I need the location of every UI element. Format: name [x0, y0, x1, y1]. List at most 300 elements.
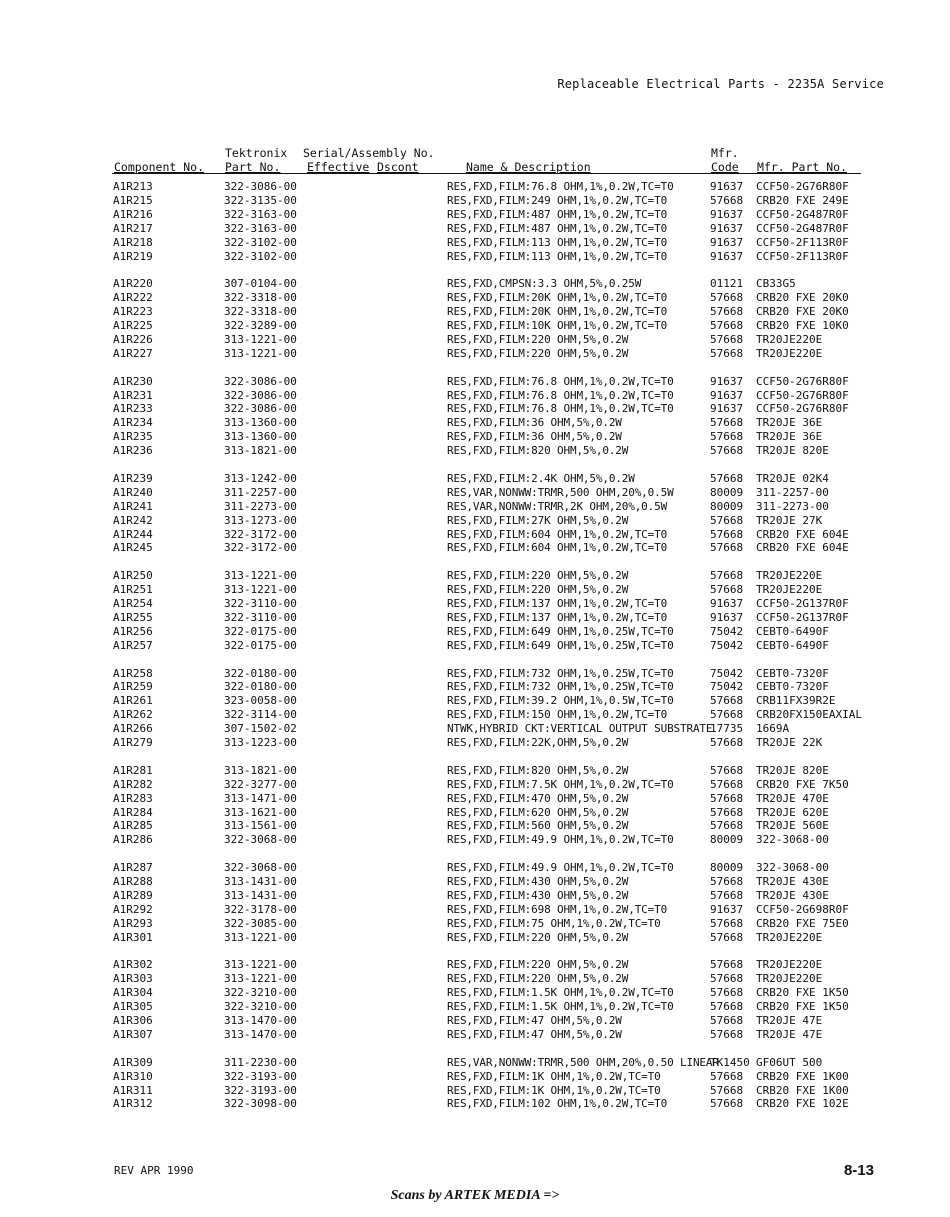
- tektronix-part-number: 322-3086-00: [224, 180, 297, 193]
- tektronix-part-number: 313-1561-00: [224, 819, 297, 833]
- mfr-part-number: TR20JE 430E: [756, 888, 829, 902]
- mfr-code: 75042: [710, 624, 744, 638]
- col-tek-part: Part No.: [225, 160, 281, 174]
- component-number: A1R235: [113, 430, 153, 444]
- table-row: [0, 958, 950, 972]
- tektronix-part-number: 313-1221-00: [224, 958, 297, 972]
- table-row: [0, 1028, 950, 1042]
- mfr-part-number: CB33G5: [756, 277, 796, 291]
- component-number: A1R281: [113, 763, 153, 777]
- mfr-code: 57668: [710, 193, 744, 207]
- mfr-part-number: TR20JE220E: [756, 972, 823, 986]
- mfr-code: 91637: [710, 902, 744, 916]
- component-number: A1R213: [113, 180, 153, 193]
- mfr-part-number: CRB20 FXE 1K50: [756, 986, 849, 1000]
- table-row: [0, 583, 950, 597]
- component-number: A1R245: [113, 541, 153, 555]
- component-number: A1R312: [113, 1097, 153, 1111]
- col-tektronix-label: Tektronix: [225, 146, 288, 160]
- name-description: RES,FXD,FILM:49.9 OHM,1%,0.2W,TC=T0: [447, 833, 674, 847]
- name-description: RES,FXD,FILM:36 OHM,5%,0.2W: [447, 430, 622, 444]
- mfr-part-number: CEBT0-7320F: [756, 680, 829, 694]
- tektronix-part-number: 322-3085-00: [224, 916, 297, 930]
- component-number: A1R251: [113, 583, 153, 597]
- mfr-code: 80009: [710, 499, 744, 513]
- component-number: A1R225: [113, 319, 153, 332]
- mfr-code: 57668: [710, 430, 744, 444]
- tektronix-part-number: 313-1431-00: [224, 875, 297, 888]
- tektronix-part-number: 322-3086-00: [224, 388, 297, 402]
- tektronix-part-number: 322-3163-00: [224, 221, 297, 235]
- mfr-code: 57668: [710, 708, 744, 722]
- component-number: A1R226: [113, 332, 153, 346]
- component-number: A1R292: [113, 902, 153, 916]
- mfr-code: 91637: [710, 249, 744, 263]
- mfr-code: 57668: [710, 569, 744, 583]
- mfr-part-number: CCF50-2F113R0F: [756, 249, 849, 263]
- table-row: [0, 347, 950, 361]
- mfr-code: 57668: [710, 888, 744, 902]
- component-number: A1R257: [113, 638, 153, 652]
- mfr-code: 57668: [710, 1097, 744, 1111]
- component-number: A1R282: [113, 777, 153, 791]
- mfr-code: 57668: [710, 1014, 744, 1027]
- component-number: A1R286: [113, 833, 153, 847]
- mfr-part-number: CRB20 FXE 1K00: [756, 1083, 849, 1097]
- table-row: [0, 972, 950, 986]
- mfr-part-number: CRB20 FXE 75E0: [756, 916, 849, 930]
- tektronix-part-number: 322-3114-00: [224, 708, 297, 722]
- name-description: RES,FXD,FILM:560 OHM,5%,0.2W: [447, 819, 629, 833]
- mfr-part-number: 322-3068-00: [756, 833, 829, 847]
- tektronix-part-number: 322-3102-00: [224, 249, 297, 263]
- tektronix-part-number: 313-1431-00: [224, 888, 297, 902]
- tektronix-part-number: 322-3193-00: [224, 1069, 297, 1083]
- name-description: RES,FXD,FILM:604 OHM,1%,0.2W,TC=T0: [447, 541, 668, 555]
- name-description: RES,FXD,FILM:1.5K OHM,1%,0.2W,TC=T0: [447, 986, 674, 1000]
- component-number: A1R218: [113, 235, 153, 249]
- mfr-part-number: 1669A: [756, 722, 790, 736]
- component-number: A1R283: [113, 791, 153, 805]
- mfr-code: 17735: [710, 722, 744, 736]
- table-row: [0, 375, 950, 389]
- component-number: A1R306: [113, 1014, 153, 1027]
- name-description: RES,FXD,FILM:604 OHM,1%,0.2W,TC=T0: [447, 527, 668, 541]
- mfr-part-number: GF06UT 500: [756, 1055, 823, 1069]
- col-mfr-part: Mfr. Part No.: [757, 160, 848, 174]
- table-row: [0, 528, 950, 542]
- tektronix-part-number: 322-3110-00: [224, 597, 297, 610]
- tektronix-part-number: 313-1221-00: [224, 583, 297, 597]
- table-row: [0, 917, 950, 931]
- name-description: RES,FXD,FILM:137 OHM,1%,0.2W,TC=T0: [447, 597, 668, 610]
- name-description: RES,FXD,FILM:649 OHM,1%,0.25W,TC=T0: [447, 624, 674, 638]
- table-row: [0, 708, 950, 722]
- mfr-part-number: CCF50-2G76R80F: [756, 374, 849, 388]
- mfr-code: 57668: [710, 805, 744, 819]
- component-number: A1R217: [113, 221, 153, 235]
- table-row: [0, 667, 950, 681]
- mfr-part-number: CCF50-2F113R0F: [756, 235, 849, 249]
- mfr-code: 57668: [710, 694, 744, 708]
- mfr-code: 91637: [710, 207, 744, 221]
- mfr-part-number: CRB20 FXE 10K0: [756, 319, 849, 332]
- name-description: NTWK,HYBRID CKT:VERTICAL OUTPUT SUBSTRATE: [447, 722, 713, 736]
- mfr-code: 91637: [710, 221, 744, 235]
- mfr-code: 57668: [710, 777, 744, 791]
- mfr-code: 57668: [710, 916, 744, 930]
- mfr-code: 57668: [710, 1027, 744, 1041]
- mfr-part-number: CCF50-2G698R0F: [756, 902, 849, 916]
- component-number: A1R293: [113, 916, 153, 930]
- table-row: [0, 291, 950, 305]
- mfr-part-number: TR20JE220E: [756, 569, 823, 583]
- mfr-part-number: TR20JE 470E: [756, 791, 829, 805]
- tektronix-part-number: 313-1621-00: [224, 805, 297, 819]
- tektronix-part-number: 322-3135-00: [224, 193, 297, 207]
- table-row: [0, 208, 950, 222]
- component-number: A1R259: [113, 680, 153, 694]
- table-row: [0, 889, 950, 903]
- mfr-part-number: TR20JE220E: [756, 583, 823, 597]
- component-number: A1R236: [113, 444, 153, 458]
- tektronix-part-number: 313-1360-00: [224, 416, 297, 430]
- name-description: RES,FXD,FILM:1K OHM,1%,0.2W,TC=T0: [447, 1069, 661, 1083]
- mfr-part-number: TR20JE 47E: [756, 1014, 823, 1027]
- mfr-part-number: TR20JE 36E: [756, 416, 823, 430]
- tektronix-part-number: 313-1470-00: [224, 1027, 297, 1041]
- mfr-part-number: CRB20FX150EAXIAL: [756, 708, 862, 722]
- name-description: RES,FXD,FILM:113 OHM,1%,0.2W,TC=T0: [447, 249, 668, 263]
- mfr-code: 57668: [710, 875, 744, 888]
- mfr-code: 57668: [710, 346, 744, 360]
- tektronix-part-number: 313-1221-00: [224, 346, 297, 360]
- col-component: Component No.: [114, 160, 205, 174]
- mfr-part-number: 311-2257-00: [756, 485, 829, 499]
- table-row: [0, 194, 950, 208]
- mfr-part-number: 311-2273-00: [756, 499, 829, 513]
- table-row: [0, 1070, 950, 1084]
- component-number: A1R287: [113, 861, 153, 875]
- name-description: RES,FXD,FILM:47 OHM,5%,0.2W: [447, 1027, 622, 1041]
- name-description: RES,VAR,NONWW:TRMR,500 OHM,20%,0.50 LINEAR: [447, 1055, 719, 1069]
- name-description: RES,FXD,FILM:430 OHM,5%,0.2W: [447, 888, 629, 902]
- mfr-code: 57668: [710, 736, 744, 749]
- name-description: RES,FXD,FILM:10K OHM,1%,0.2W,TC=T0: [447, 319, 668, 332]
- tektronix-part-number: 322-3110-00: [224, 610, 297, 624]
- component-number: A1R302: [113, 958, 153, 972]
- tektronix-part-number: 307-1502-02: [224, 722, 297, 736]
- table-row: [0, 903, 950, 917]
- tektronix-part-number: 313-1221-00: [224, 569, 297, 583]
- table-row: [0, 389, 950, 403]
- mfr-code: 91637: [710, 388, 744, 402]
- table-row: [0, 416, 950, 430]
- tektronix-part-number: 307-0104-00: [224, 277, 297, 291]
- mfr-code: 57668: [710, 763, 744, 777]
- tektronix-part-number: 313-1273-00: [224, 513, 297, 527]
- table-row: [0, 625, 950, 639]
- table-row: [0, 180, 950, 194]
- mfr-code: 57668: [710, 958, 744, 972]
- table-row: [0, 500, 950, 514]
- name-description: RES,FXD,FILM:20K OHM,1%,0.2W,TC=T0: [447, 291, 668, 305]
- tektronix-part-number: 313-1471-00: [224, 791, 297, 805]
- mfr-code: 80009: [710, 861, 744, 875]
- col-mfr-code: Code: [711, 160, 739, 174]
- component-number: A1R279: [113, 736, 153, 749]
- table-row: [0, 833, 950, 847]
- mfr-code: 57668: [710, 583, 744, 597]
- mfr-part-number: TR20JE220E: [756, 332, 823, 346]
- mfr-code: 91637: [710, 402, 744, 416]
- table-row: [0, 1056, 950, 1070]
- table-row: [0, 486, 950, 500]
- name-description: RES,FXD,FILM:220 OHM,5%,0.2W: [447, 930, 629, 944]
- name-description: RES,FXD,FILM:220 OHM,5%,0.2W: [447, 332, 629, 346]
- name-description: RES,FXD,FILM:732 OHM,1%,0.25W,TC=T0: [447, 680, 674, 694]
- component-number: A1R223: [113, 305, 153, 319]
- table-row: [0, 931, 950, 945]
- tektronix-part-number: 311-2257-00: [224, 485, 297, 499]
- mfr-code: 57668: [710, 291, 744, 305]
- name-description: RES,FXD,FILM:220 OHM,5%,0.2W: [447, 958, 629, 972]
- name-description: RES,FXD,FILM:220 OHM,5%,0.2W: [447, 569, 629, 583]
- mfr-code: 75042: [710, 666, 744, 680]
- tektronix-part-number: 311-2273-00: [224, 499, 297, 513]
- component-number: A1R289: [113, 888, 153, 902]
- tektronix-part-number: 311-2230-00: [224, 1055, 297, 1069]
- tektronix-part-number: 322-0175-00: [224, 624, 297, 638]
- mfr-part-number: TR20JE 27K: [756, 513, 823, 527]
- page-number: 8-13: [843, 1162, 874, 1179]
- name-description: RES,FXD,FILM:470 OHM,5%,0.2W: [447, 791, 629, 805]
- name-description: RES,FXD,FILM:75 OHM,1%,0.2W,TC=T0: [447, 916, 661, 930]
- table-row: [0, 611, 950, 625]
- mfr-part-number: CRB20 FXE 249E: [756, 193, 849, 207]
- table-row: [0, 236, 950, 250]
- mfr-part-number: TR20JE220E: [756, 930, 823, 944]
- mfr-part-number: CRB20 FXE 20K0: [756, 305, 849, 319]
- col-serial-label: Serial/Assembly No.: [303, 146, 435, 160]
- tektronix-part-number: 322-0180-00: [224, 666, 297, 680]
- name-description: RES,FXD,FILM:49.9 OHM,1%,0.2W,TC=T0: [447, 861, 674, 875]
- component-number: A1R240: [113, 485, 153, 499]
- tektronix-part-number: 322-3318-00: [224, 305, 297, 319]
- name-description: RES,FXD,CMPSN:3.3 OHM,5%,0.25W: [447, 277, 642, 291]
- mfr-code: 57668: [710, 471, 744, 485]
- name-description: RES,FXD,FILM:47 OHM,5%,0.2W: [447, 1014, 622, 1027]
- component-number: A1R250: [113, 569, 153, 583]
- mfr-code: 91637: [710, 374, 744, 388]
- tektronix-part-number: 322-3098-00: [224, 1097, 297, 1111]
- name-description: RES,FXD,FILM:39.2 OHM,1%,0.5W,TC=T0: [447, 694, 674, 708]
- name-description: RES,FXD,FILM:487 OHM,1%,0.2W,TC=T0: [447, 207, 668, 221]
- tektronix-part-number: 313-1821-00: [224, 763, 297, 777]
- mfr-part-number: TR20JE220E: [756, 958, 823, 972]
- mfr-part-number: CCF50-2G76R80F: [756, 402, 849, 416]
- tektronix-part-number: 322-3318-00: [224, 291, 297, 305]
- tektronix-part-number: 313-1470-00: [224, 1014, 297, 1027]
- tektronix-part-number: 322-3068-00: [224, 833, 297, 847]
- component-number: A1R261: [113, 694, 153, 708]
- table-row: [0, 792, 950, 806]
- table-row: [0, 541, 950, 555]
- col-mfr-label: Mfr.: [711, 146, 739, 160]
- table-row: [0, 444, 950, 458]
- name-description: RES,FXD,FILM:7.5K OHM,1%,0.2W,TC=T0: [447, 777, 674, 791]
- name-description: RES,FXD,FILM:732 OHM,1%,0.25W,TC=T0: [447, 666, 674, 680]
- mfr-code: 57668: [710, 527, 744, 541]
- tektronix-part-number: 313-1221-00: [224, 930, 297, 944]
- component-number: A1R305: [113, 1000, 153, 1014]
- table-row: [0, 986, 950, 1000]
- name-description: RES,FXD,FILM:649 OHM,1%,0.25W,TC=T0: [447, 638, 674, 652]
- mfr-part-number: TR20JE 820E: [756, 763, 829, 777]
- tektronix-part-number: 313-1221-00: [224, 332, 297, 346]
- component-number: A1R285: [113, 819, 153, 833]
- tektronix-part-number: 322-3086-00: [224, 374, 297, 388]
- name-description: RES,FXD,FILM:1K OHM,1%,0.2W,TC=T0: [447, 1083, 661, 1097]
- page-header-title: Replaceable Electrical Parts - 2235A Service: [557, 77, 884, 91]
- table-row: [0, 1097, 950, 1111]
- name-description: RES,FXD,FILM:137 OHM,1%,0.2W,TC=T0: [447, 610, 668, 624]
- table-row: [0, 861, 950, 875]
- mfr-part-number: CCF50-2G487R0F: [756, 207, 849, 221]
- component-number: A1R255: [113, 610, 153, 624]
- mfr-code: 57668: [710, 1000, 744, 1014]
- mfr-part-number: TR20JE 22K: [756, 736, 823, 749]
- name-description: RES,FXD,FILM:220 OHM,5%,0.2W: [447, 346, 629, 360]
- name-description: RES,FXD,FILM:220 OHM,5%,0.2W: [447, 583, 629, 597]
- component-number: A1R222: [113, 291, 153, 305]
- tektronix-part-number: 313-1223-00: [224, 736, 297, 749]
- table-row: [0, 736, 950, 750]
- name-description: RES,VAR,NONWW:TRMR,2K OHM,20%,0.5W: [447, 499, 668, 513]
- mfr-code: 57668: [710, 1083, 744, 1097]
- mfr-code: 01121: [710, 277, 744, 291]
- mfr-code: 57668: [710, 416, 744, 430]
- table-row: [0, 569, 950, 583]
- mfr-part-number: TR20JE 47E: [756, 1027, 823, 1041]
- component-number: A1R304: [113, 986, 153, 1000]
- mfr-code: 57668: [710, 305, 744, 319]
- name-description: RES,FXD,FILM:220 OHM,5%,0.2W: [447, 972, 629, 986]
- name-description: RES,FXD,FILM:249 OHM,1%,0.2W,TC=T0: [447, 193, 668, 207]
- component-number: A1R310: [113, 1069, 153, 1083]
- mfr-part-number: CCF50-2G76R80F: [756, 180, 849, 193]
- mfr-code: 91637: [710, 610, 744, 624]
- mfr-code: 57668: [710, 319, 744, 332]
- scan-credit: Scans by ARTEK MEDIA =>: [390, 1188, 560, 1203]
- component-number: A1R233: [113, 402, 153, 416]
- component-number: A1R303: [113, 972, 153, 986]
- table-row: [0, 778, 950, 792]
- name-description: RES,FXD,FILM:76.8 OHM,1%,0.2W,TC=T0: [447, 388, 674, 402]
- name-description: RES,FXD,FILM:113 OHM,1%,0.2W,TC=T0: [447, 235, 668, 249]
- component-number: A1R258: [113, 666, 153, 680]
- mfr-code: 57668: [710, 332, 744, 346]
- tektronix-part-number: 322-3289-00: [224, 319, 297, 332]
- component-number: A1R215: [113, 193, 153, 207]
- mfr-part-number: CRB11FX39R2E: [756, 694, 836, 708]
- mfr-part-number: TR20JE 430E: [756, 875, 829, 888]
- tektronix-part-number: 322-3172-00: [224, 541, 297, 555]
- component-number: A1R239: [113, 471, 153, 485]
- table-row: [0, 722, 950, 736]
- name-description: RES,FXD,FILM:76.8 OHM,1%,0.2W,TC=T0: [447, 180, 674, 193]
- table-row: [0, 514, 950, 528]
- component-number: A1R216: [113, 207, 153, 221]
- col-effective: Effective: [307, 160, 370, 174]
- name-description: RES,FXD,FILM:2.4K OHM,5%,0.2W: [447, 471, 635, 485]
- mfr-part-number: CCF50-2G137R0F: [756, 610, 849, 624]
- component-number: A1R254: [113, 597, 153, 610]
- table-row: [0, 250, 950, 264]
- component-number: A1R311: [113, 1083, 153, 1097]
- mfr-code: 80009: [710, 833, 744, 847]
- mfr-code: 57668: [710, 1069, 744, 1083]
- mfr-part-number: TR20JE 02K4: [756, 471, 829, 485]
- component-number: A1R307: [113, 1027, 153, 1041]
- component-number: A1R284: [113, 805, 153, 819]
- name-description: RES,FXD,FILM:76.8 OHM,1%,0.2W,TC=T0: [447, 374, 674, 388]
- tektronix-part-number: 322-3210-00: [224, 1000, 297, 1014]
- component-number: A1R301: [113, 930, 153, 944]
- mfr-code: 75042: [710, 638, 744, 652]
- tektronix-part-number: 322-3102-00: [224, 235, 297, 249]
- mfr-part-number: CCF50-2G76R80F: [756, 388, 849, 402]
- table-row: [0, 875, 950, 889]
- mfr-part-number: TR20JE 620E: [756, 805, 829, 819]
- tektronix-part-number: 322-3193-00: [224, 1083, 297, 1097]
- component-number: A1R234: [113, 416, 153, 430]
- name-description: RES,FXD,FILM:76.8 OHM,1%,0.2W,TC=T0: [447, 402, 674, 416]
- mfr-code: 57668: [710, 972, 744, 986]
- table-row: [0, 319, 950, 333]
- name-description: RES,FXD,FILM:27K OHM,5%,0.2W: [447, 513, 629, 527]
- table-row: [0, 639, 950, 653]
- tektronix-part-number: 322-3086-00: [224, 402, 297, 416]
- name-description: RES,FXD,FILM:820 OHM,5%,0.2W: [447, 763, 629, 777]
- component-number: A1R231: [113, 388, 153, 402]
- table-row: [0, 694, 950, 708]
- tektronix-part-number: 313-1221-00: [224, 972, 297, 986]
- name-description: RES,FXD,FILM:820 OHM,5%,0.2W: [447, 444, 629, 458]
- col-name-desc: Name & Description: [466, 160, 591, 174]
- name-description: RES,FXD,FILM:487 OHM,1%,0.2W,TC=T0: [447, 221, 668, 235]
- table-row: [0, 597, 950, 611]
- table-row: [0, 222, 950, 236]
- name-description: RES,FXD,FILM:22K,OHM,5%,0.2W: [447, 736, 629, 749]
- mfr-part-number: 322-3068-00: [756, 861, 829, 875]
- component-number: A1R288: [113, 875, 153, 888]
- component-number: A1R262: [113, 708, 153, 722]
- table-row: [0, 1000, 950, 1014]
- mfr-part-number: TR20JE 560E: [756, 819, 829, 833]
- tektronix-part-number: 322-0180-00: [224, 680, 297, 694]
- mfr-part-number: TR20JE 36E: [756, 430, 823, 444]
- name-description: RES,FXD,FILM:620 OHM,5%,0.2W: [447, 805, 629, 819]
- mfr-part-number: CRB20 FXE 604E: [756, 541, 849, 555]
- component-number: A1R227: [113, 346, 153, 360]
- table-row: [0, 1014, 950, 1028]
- mfr-part-number: CEBT0-6490F: [756, 624, 829, 638]
- revision-date: REV APR 1990: [114, 1164, 194, 1177]
- table-row: [0, 806, 950, 820]
- tektronix-part-number: 323-0058-00: [224, 694, 297, 708]
- name-description: RES,VAR,NONWW:TRMR,500 OHM,20%,0.5W: [447, 485, 674, 499]
